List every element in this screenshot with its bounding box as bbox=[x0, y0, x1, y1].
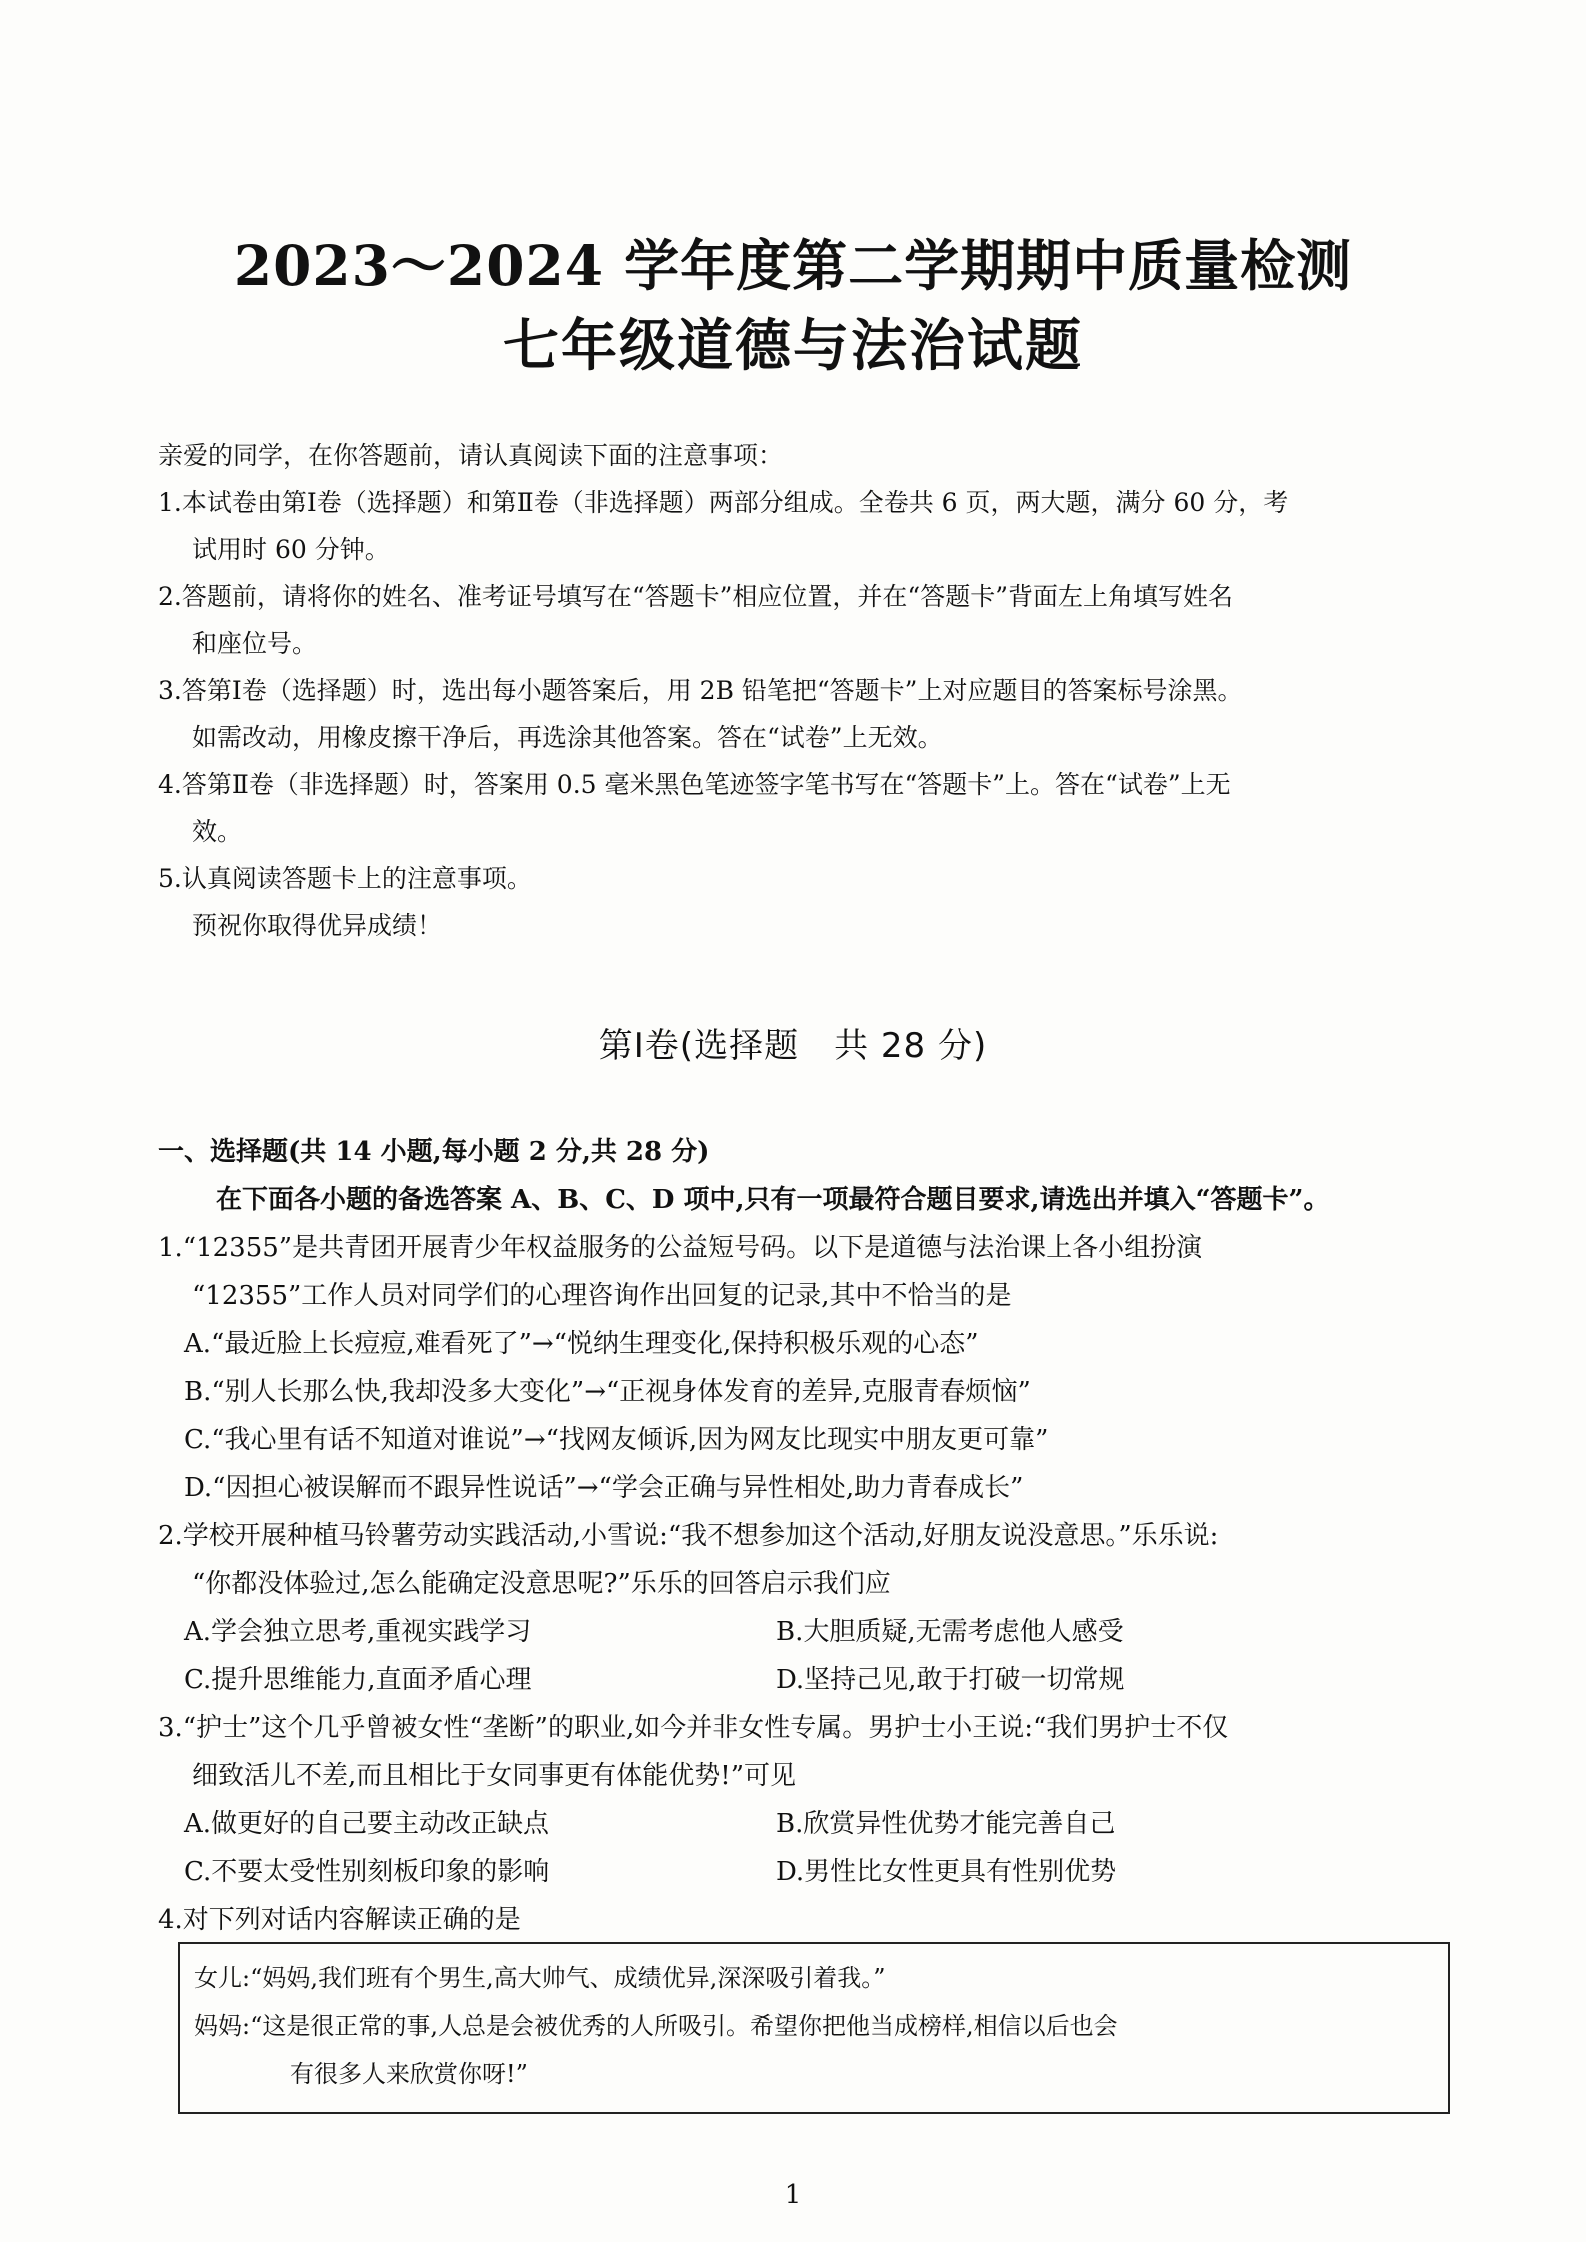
notice-block bbox=[158, 432, 1488, 949]
question-4: 4.对下列对话内容解读正确的是 bbox=[158, 1905, 521, 1935]
question-1: 1.“12355”是共青团开展青少年权益服务的公益短号码。以下是道德与法治课上各小组扮演 bbox=[158, 1233, 1203, 1263]
question-3-option-d: D.男性比女性更具有性别优势 bbox=[776, 1857, 1117, 1887]
question-3-option-a: A.做更好的自己要主动改正缺点 bbox=[184, 1809, 550, 1839]
exam-title: 2023～2024 学年度第二学期期中质量检测 bbox=[233, 233, 1353, 298]
part-instruction: 在下面各小题的备选答案 A、B、C、D 项中,只有一项最符合题目要求,请选出并填入“答题卡”。 bbox=[216, 1185, 1330, 1215]
question-2-option-c: C.提升思维能力,直面矛盾心理 bbox=[184, 1665, 532, 1695]
question-3-cont: 细致活儿不差,而且相比于女同事更有体能优势!”可见 bbox=[192, 1761, 797, 1791]
question-1-option-c: C.“我心里有话不知道对谁说”→“找网友倾诉,因为网友比现实中朋友更可靠” bbox=[184, 1425, 1049, 1455]
notice-item-4: 4.答第Ⅱ卷（非选择题）时，答案用 0.5 毫米黑色笔迹签字笔书写在“答题卡”上。答在“试卷”上无 bbox=[158, 770, 1231, 799]
notice-item-1-cont: 试用时 60 分钟。 bbox=[192, 535, 390, 564]
exam-subtitle: 七年级道德与法治试题 bbox=[503, 313, 1083, 379]
question-2-option-a: A.学会独立思考,重视实践学习 bbox=[184, 1617, 532, 1647]
dialog-box bbox=[178, 1942, 1450, 2114]
notice-wish: 预祝你取得优异成绩！ bbox=[192, 911, 443, 940]
question-2-options-row-1 bbox=[158, 1608, 1498, 1656]
question-3-options-row-1 bbox=[158, 1800, 1498, 1848]
question-2-cont: “你都没体验过,怎么能确定没意思呢?”乐乐的回答启示我们应 bbox=[192, 1569, 891, 1599]
question-3-option-c: C.不要太受性别刻板印象的影响 bbox=[184, 1857, 550, 1887]
page-number: 1 bbox=[784, 2180, 802, 2210]
question-3-option-b: B.欣赏异性优势才能完善自己 bbox=[776, 1809, 1116, 1839]
notice-item-1: 1.本试卷由第Ⅰ卷（选择题）和第Ⅱ卷（非选择题）两部分组成。全卷共 6 页，两大题，满分 60 分，考 bbox=[158, 488, 1289, 517]
question-1-option-d: D.“因担心被误解而不跟异性说话”→“学会正确与异性相处,助力青春成长” bbox=[184, 1473, 1024, 1503]
dialog-mother-cont: 有很多人来欣赏你呀!” bbox=[290, 2060, 528, 2088]
notice-item-4-cont: 效。 bbox=[192, 817, 243, 846]
question-3-options-row-2 bbox=[158, 1848, 1498, 1896]
notice-item-2-cont: 和座位号。 bbox=[192, 629, 318, 658]
notice-item-3-cont: 如需改动，用橡皮擦干净后，再选涂其他答案。答在“试卷”上无效。 bbox=[192, 723, 943, 752]
question-3: 3.“护士”这个几乎曾被女性“垄断”的职业,如今并非女性专属。男护士小王说:“我们男护士不仅 bbox=[158, 1713, 1229, 1743]
question-2: 2.学校开展种植马铃薯劳动实践活动,小雪说:“我不想参加这个活动,好朋友说没意思。”乐乐说: bbox=[158, 1521, 1219, 1551]
notice-item-2: 2.答题前，请将你的姓名、准考证号填写在“答题卡”相应位置，并在“答题卡”背面左上角填写姓名 bbox=[158, 582, 1233, 611]
notice-item-5: 5.认真阅读答题卡上的注意事项。 bbox=[158, 864, 532, 893]
question-2-options-row-2 bbox=[158, 1656, 1498, 1704]
section-heading: 第Ⅰ卷(选择题 共 28 分) bbox=[598, 1026, 988, 1066]
notice-intro: 亲爱的同学，在你答题前，请认真阅读下面的注意事项： bbox=[158, 441, 784, 470]
question-2-option-b: B.大胆质疑,无需考虑他人感受 bbox=[776, 1617, 1124, 1647]
question-2-option-d: D.坚持己见,敢于打破一切常规 bbox=[776, 1665, 1125, 1695]
dialog-daughter: 女儿:“妈妈,我们班有个男生,高大帅气、成绩优异,深深吸引着我。” bbox=[194, 1964, 886, 1992]
question-1-cont: “12355”工作人员对同学们的心理咨询作出回复的记录,其中不恰当的是 bbox=[192, 1281, 1012, 1311]
questions-block bbox=[158, 1128, 1498, 1944]
notice-item-3: 3.答第Ⅰ卷（选择题）时，选出每小题答案后，用 2B 铅笔把“答题卡”上对应题目的答案标号涂黑。 bbox=[158, 676, 1243, 705]
question-1-option-a: A.“最近脸上长痘痘,难看死了”→“悦纳生理变化,保持积极乐观的心态” bbox=[184, 1329, 979, 1359]
part-title: 一、选择题(共 14 小题,每小题 2 分,共 28 分) bbox=[158, 1137, 710, 1167]
question-1-option-b: B.“别人长那么快,我却没多大变化”→“正视身体发育的差异,克服青春烦恼” bbox=[184, 1377, 1031, 1407]
dialog-mother: 妈妈:“这是很正常的事,人总是会被优秀的人所吸引。希望你把他当成榜样,相信以后也会 bbox=[194, 2012, 1118, 2040]
